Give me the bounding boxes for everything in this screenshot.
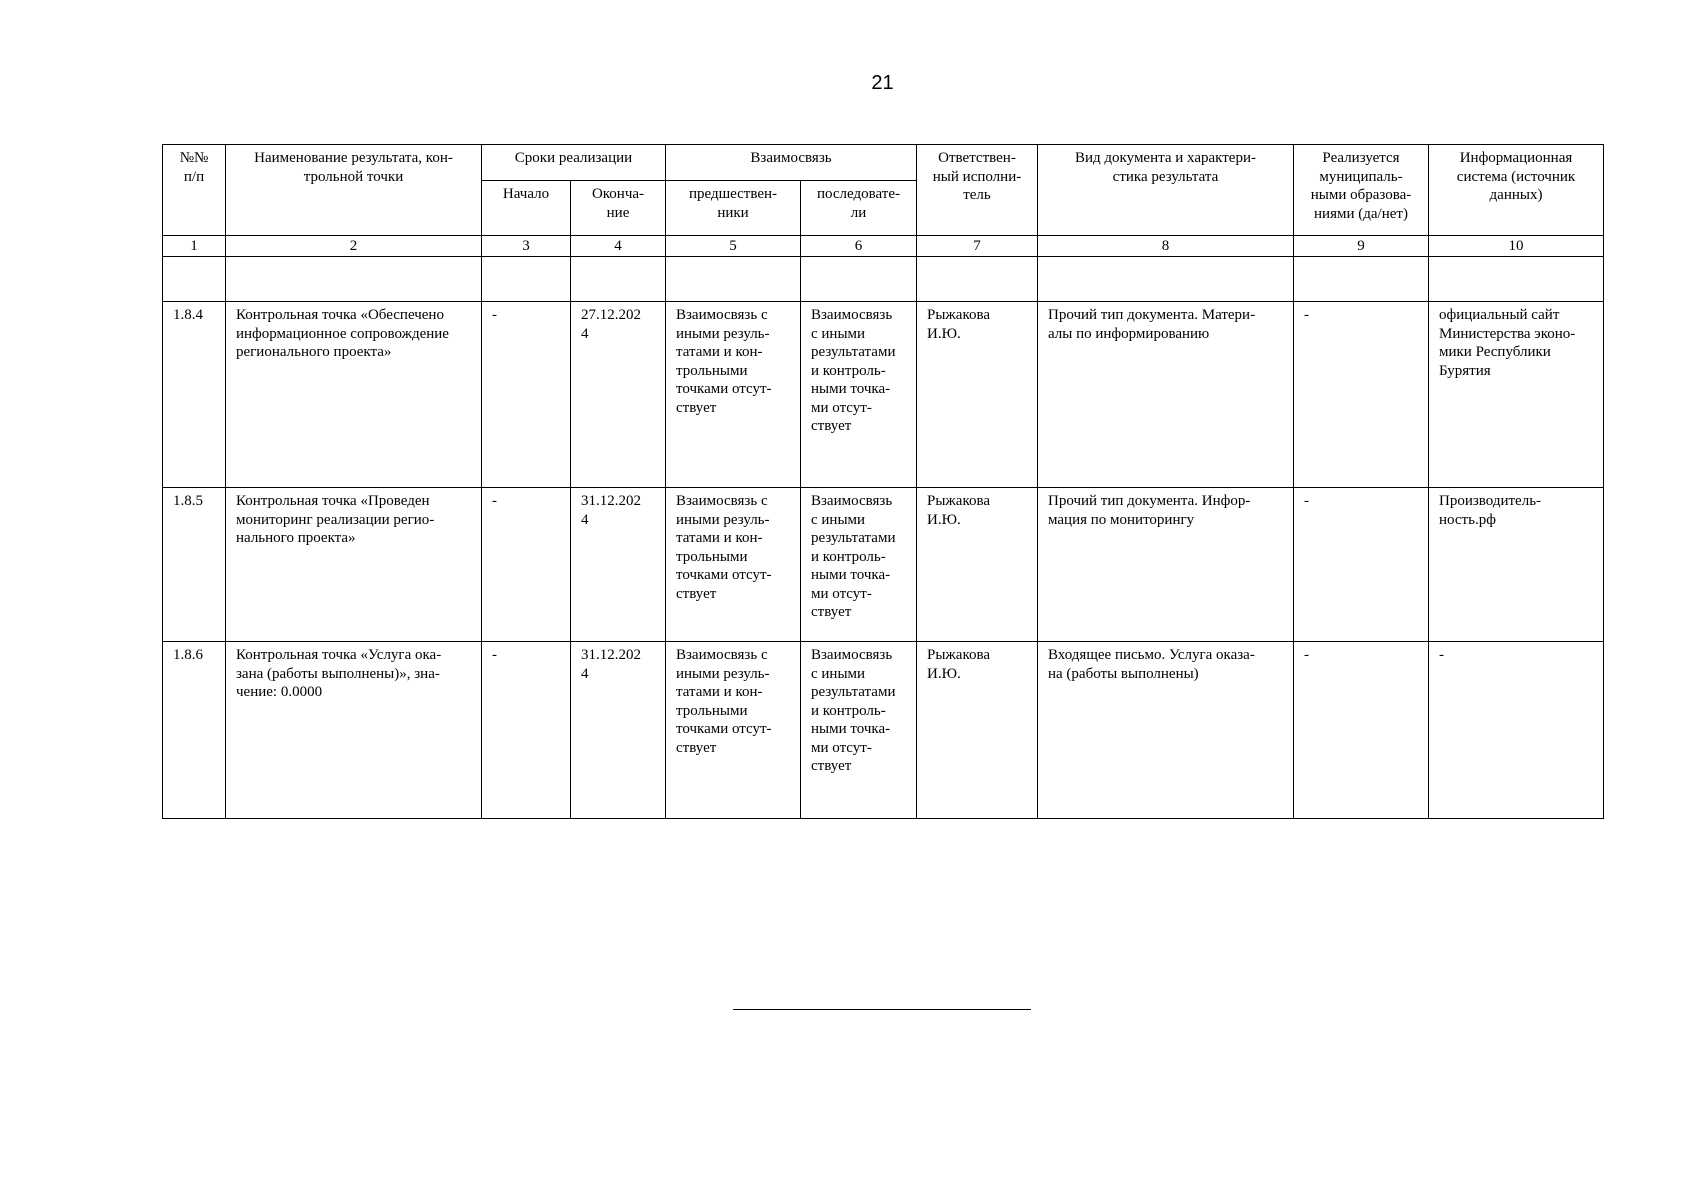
row-doc-type: Прочий тип документа. Инфор- мация по мониторингу bbox=[1038, 488, 1294, 642]
header-number: №№ п/п bbox=[163, 145, 226, 236]
row-end: 31.12.202 4 bbox=[571, 642, 666, 819]
column-number: 8 bbox=[1038, 236, 1294, 257]
table-row bbox=[163, 488, 1604, 642]
page-number: 21 bbox=[871, 72, 894, 94]
row-start: - bbox=[482, 642, 571, 819]
column-number: 2 bbox=[226, 236, 482, 257]
row-name: Контрольная точка «Услуга ока- зана (работы выполнены)», зна- чение: 0.0000 bbox=[226, 642, 482, 819]
row-municipal: - bbox=[1294, 642, 1429, 819]
header-info-system: Информационная система (источник данных) bbox=[1429, 145, 1604, 236]
row-end: 31.12.202 4 bbox=[571, 488, 666, 642]
header-timing: Сроки реализации bbox=[482, 145, 666, 181]
header-name: Наименование результата, кон- трольной точки bbox=[226, 145, 482, 236]
row-info-system: Производитель- ность.рф bbox=[1429, 488, 1604, 642]
row-successors: Взаимосвязь с иными результатами и контроль- ными точка- ми отсут- ствует bbox=[801, 488, 917, 642]
header-successors: последовате- ли bbox=[801, 181, 917, 236]
row-end: 27.12.202 4 bbox=[571, 302, 666, 488]
header-relation: Взаимосвязь bbox=[666, 145, 917, 181]
row-responsible: Рыжакова И.Ю. bbox=[917, 302, 1038, 488]
row-predecessors: Взаимосвязь с иными резуль- татами и кон- трольными точками отсут- ствует bbox=[666, 488, 801, 642]
row-municipal: - bbox=[1294, 488, 1429, 642]
column-number: 10 bbox=[1429, 236, 1604, 257]
table-row bbox=[163, 642, 1604, 819]
row-doc-type: Входящее письмо. Услуга оказа- на (работы выполнены) bbox=[1038, 642, 1294, 819]
row-name: Контрольная точка «Проведен мониторинг реализации регио- нального проекта» bbox=[226, 488, 482, 642]
column-number-row bbox=[163, 236, 1604, 257]
row-successors: Взаимосвязь с иными результатами и контроль- ными точка- ми отсут- ствует bbox=[801, 302, 917, 488]
footer-divider bbox=[733, 1009, 1031, 1010]
row-municipal: - bbox=[1294, 302, 1429, 488]
row-start: - bbox=[482, 488, 571, 642]
column-number: 1 bbox=[163, 236, 226, 257]
column-number: 7 bbox=[917, 236, 1038, 257]
header-responsible: Ответствен- ный исполни- тель bbox=[917, 145, 1038, 236]
row-number: 1.8.6 bbox=[163, 642, 226, 819]
row-info-system: официальный сайт Министерства эконо- мики Республики Бурятия bbox=[1429, 302, 1604, 488]
row-number: 1.8.4 bbox=[163, 302, 226, 488]
row-responsible: Рыжакова И.Ю. bbox=[917, 488, 1038, 642]
column-number: 3 bbox=[482, 236, 571, 257]
row-number: 1.8.5 bbox=[163, 488, 226, 642]
header-start: Начало bbox=[482, 181, 571, 236]
header-end: Оконча- ние bbox=[571, 181, 666, 236]
row-successors: Взаимосвязь с иными результатами и контроль- ными точка- ми отсут- ствует bbox=[801, 642, 917, 819]
column-number: 4 bbox=[571, 236, 666, 257]
row-info-system: - bbox=[1429, 642, 1604, 819]
header-predecessors: предшествен- ники bbox=[666, 181, 801, 236]
column-number: 9 bbox=[1294, 236, 1429, 257]
header-municipal: Реализуется муниципаль- ными образова- ниями (да/нет) bbox=[1294, 145, 1429, 236]
column-number: 5 bbox=[666, 236, 801, 257]
row-doc-type: Прочий тип документа. Матери- алы по информированию bbox=[1038, 302, 1294, 488]
control-points-table bbox=[162, 144, 1604, 819]
row-start: - bbox=[482, 302, 571, 488]
table-row bbox=[163, 302, 1604, 488]
row-predecessors: Взаимосвязь с иными резуль- татами и кон- трольными точками отсут- ствует bbox=[666, 642, 801, 819]
row-predecessors: Взаимосвязь с иными резуль- татами и кон- трольными точками отсут- ствует bbox=[666, 302, 801, 488]
header-doc-type: Вид документа и характери- стика результата bbox=[1038, 145, 1294, 236]
row-name: Контрольная точка «Обеспечено информационное сопровождение регионального проекта» bbox=[226, 302, 482, 488]
row-responsible: Рыжакова И.Ю. bbox=[917, 642, 1038, 819]
column-number: 6 bbox=[801, 236, 917, 257]
empty-row bbox=[163, 257, 1604, 302]
